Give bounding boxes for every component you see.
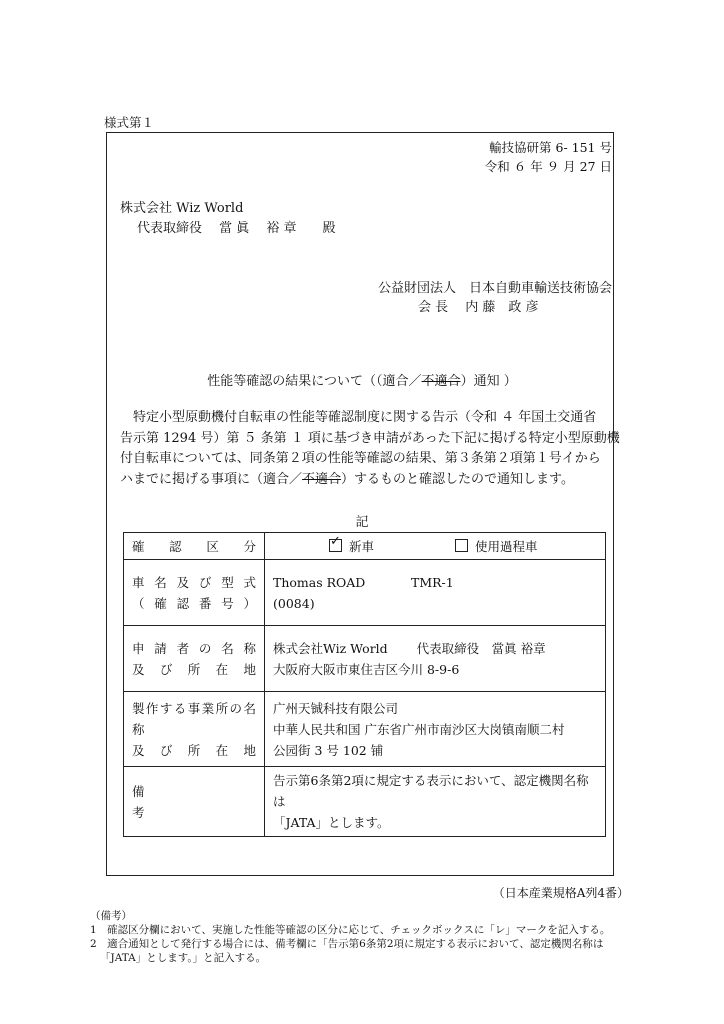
notes bbox=[90, 909, 610, 965]
vehicle-name-label-line1: 車名及び型式 bbox=[132, 574, 256, 590]
manufacturer-value bbox=[265, 692, 606, 767]
used-vehicle-label: 使用過程車 bbox=[474, 538, 538, 554]
confirmation-number: (0084) bbox=[273, 595, 315, 611]
sender-president: 会 長 内 藤 政 彦 bbox=[418, 300, 539, 315]
vehicle-name-value bbox=[265, 560, 606, 626]
manufacturer-label bbox=[124, 692, 265, 767]
notes-title: （備考） bbox=[90, 910, 132, 922]
details-table bbox=[123, 532, 606, 837]
remarks-line2: 「JATA」とします。 bbox=[273, 815, 390, 830]
manufacturer-name: 广州天铖科技有限公司 bbox=[273, 700, 399, 716]
body-line: 付自転車については、同条第２項の性能等確認の結果、第３条第２項第１号イから bbox=[120, 451, 601, 466]
vehicle-name-label-line2: （確認番号） bbox=[132, 595, 256, 611]
addressee-representative: 代表取締役 當 眞 裕 章 殿 bbox=[137, 221, 336, 236]
paper-size-note: （日本産業規格A列4番） bbox=[492, 886, 629, 900]
reference-number: 輸技協研第 6- 151 号 bbox=[489, 140, 612, 155]
applicant-label-line2: 及び所在地 bbox=[132, 661, 256, 677]
table-row bbox=[124, 767, 606, 837]
new-vehicle-checkbox[interactable] bbox=[329, 533, 342, 552]
vehicle-name-label bbox=[124, 560, 265, 626]
note-2-continued: 「JATA」とします。」と記入する。 bbox=[100, 952, 267, 964]
body-line: 特定小型原動機付自転車の性能等確認制度に関する告示（令和 ４ 年国土交通省 bbox=[133, 410, 597, 425]
subject-line bbox=[0, 370, 724, 389]
table-row bbox=[124, 692, 606, 767]
new-vehicle-label: 新車 bbox=[349, 538, 375, 554]
check-mark-icon: ✓ bbox=[330, 533, 341, 549]
body-struck-option: 不適合 bbox=[302, 471, 342, 487]
applicant-name: 株式会社Wiz World 代表取締役 當眞 裕章 bbox=[273, 640, 546, 656]
used-vehicle-checkbox[interactable] bbox=[455, 539, 468, 552]
applicant-label bbox=[124, 626, 265, 692]
manufacturer-address-line2: 公园街 3 号 102 铺 bbox=[273, 742, 384, 758]
remarks-line1: 告示第6条第2項に規定する表示において、認定機関名称は bbox=[273, 773, 589, 809]
vehicle-model: TMR-1 bbox=[411, 574, 454, 590]
body-line4-prefix: ハまでに掲げる事項に（適合／ bbox=[120, 471, 303, 487]
manufacturer-address-line1: 中華人民共和国 广东省广州市南沙区大岗镇南顺二村 bbox=[273, 721, 565, 737]
subject-suffix: ）通知 ） bbox=[460, 374, 517, 389]
note-1: 1 確認区分欄において、実施した性能等確認の区分に応じて、チェックボックスに「レ」マークを記入する。 bbox=[90, 924, 611, 936]
body-line4-suffix: ）するものと確認したので通知します。 bbox=[341, 471, 574, 487]
remarks-value bbox=[265, 767, 606, 837]
manufacturer-label-line2: 及び所在地 bbox=[132, 742, 256, 758]
issue-date: 令和 ６ 年 ９ 月 27 日 bbox=[484, 159, 612, 174]
subject-struck-option: 不適合 bbox=[421, 374, 461, 389]
vehicle-name: Thomas ROAD bbox=[273, 574, 366, 590]
table-row bbox=[124, 533, 606, 560]
table-row bbox=[124, 626, 606, 692]
manufacturer-label-line1: 製作する事業所の名称 bbox=[132, 700, 256, 737]
subject-prefix: 性能等確認の結果について（（適合／ bbox=[207, 374, 422, 389]
body-line bbox=[120, 470, 610, 491]
applicant-value bbox=[265, 626, 606, 692]
addressee-company: 株式会社 Wiz World bbox=[120, 201, 244, 216]
applicant-address: 大阪府大阪市東住吉区今川 8-9-6 bbox=[273, 661, 460, 677]
sender-organization: 公益財団法人 日本自動車輸送技術協会 bbox=[377, 281, 612, 296]
confirmation-type-label: 確 認 区 分 bbox=[124, 533, 265, 560]
confirmation-type-options bbox=[265, 533, 606, 560]
table-row bbox=[124, 560, 606, 626]
note-2: 2 適合通知として発行する場合には、備考欄に「告示第6条第2項に規定する表示において、認定機関名称は bbox=[90, 938, 604, 950]
remarks-label: 備 考 bbox=[124, 767, 265, 837]
applicant-label-line1: 申請者の名称 bbox=[132, 640, 256, 656]
body-paragraph bbox=[120, 408, 620, 490]
form-number: 様式第１ bbox=[104, 115, 155, 130]
body-line: 告示第 1294 号）第 ５ 条第 １ 項に基づき申請があった下記に掲げる特定小型原動機 bbox=[120, 430, 620, 446]
ki-heading: 記 bbox=[355, 515, 369, 530]
